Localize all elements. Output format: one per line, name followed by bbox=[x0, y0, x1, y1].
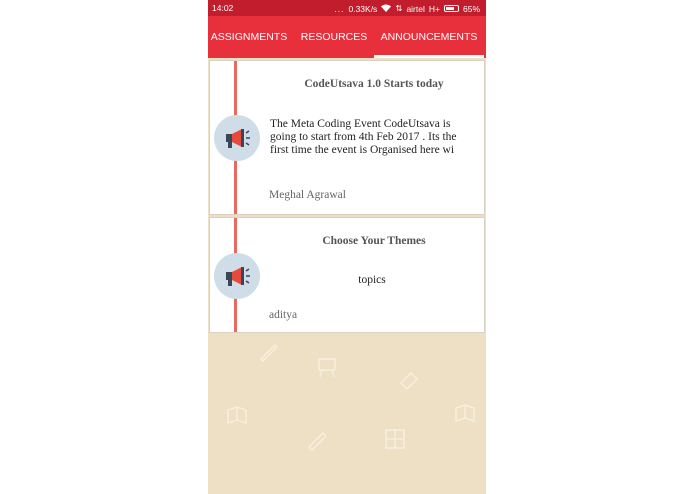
tab-assignments[interactable]: ASSIGNMENTS bbox=[210, 31, 288, 43]
book2-doodle-icon bbox=[454, 402, 476, 429]
tab-announcements[interactable] bbox=[372, 16, 486, 58]
status-time: 14:02 bbox=[212, 3, 234, 13]
megaphone-icon bbox=[214, 253, 260, 299]
eraser-doodle-icon bbox=[398, 368, 420, 395]
window-doodle-icon bbox=[384, 428, 406, 455]
announcement-body: topics bbox=[358, 274, 386, 286]
announcement-card[interactable] bbox=[209, 217, 485, 333]
battery-percent: 65% bbox=[462, 3, 480, 14]
announcement-card[interactable] bbox=[209, 60, 485, 215]
megaphone-icon bbox=[214, 115, 260, 161]
wifi-icon bbox=[381, 4, 391, 14]
pencil-doodle-icon bbox=[258, 340, 280, 367]
data-arrows-icon: ⇅ bbox=[395, 3, 403, 13]
tab-announcements-label: ANNOUNCEMENTS bbox=[380, 31, 478, 43]
network-type: H+ bbox=[428, 3, 440, 14]
battery-icon bbox=[444, 5, 459, 12]
app-screen bbox=[208, 0, 486, 494]
announcement-author: aditya bbox=[269, 309, 298, 321]
announcement-author: Meghal Agrawal bbox=[269, 189, 346, 201]
tab-resources[interactable]: RESOURCES bbox=[300, 31, 368, 43]
carrier-name: airtel bbox=[406, 3, 425, 14]
announcement-title: CodeUtsava 1.0 Starts today bbox=[304, 78, 444, 90]
announcement-title: Choose Your Themes bbox=[322, 235, 426, 247]
active-tab-indicator bbox=[374, 55, 484, 58]
easel-doodle-icon bbox=[316, 356, 338, 383]
tab-bar bbox=[208, 16, 486, 58]
network-speed: 0.33K/s bbox=[348, 3, 378, 14]
book-doodle-icon bbox=[226, 404, 248, 431]
announcement-body: The Meta Coding Event CodeUtsava is going to start from 4th Feb 2017 . Its the first time the event is Organised here wi bbox=[270, 118, 457, 156]
ruler-doodle-icon bbox=[306, 430, 328, 457]
status-bar bbox=[208, 0, 486, 16]
notification-dots-icon: ... bbox=[334, 3, 345, 14]
